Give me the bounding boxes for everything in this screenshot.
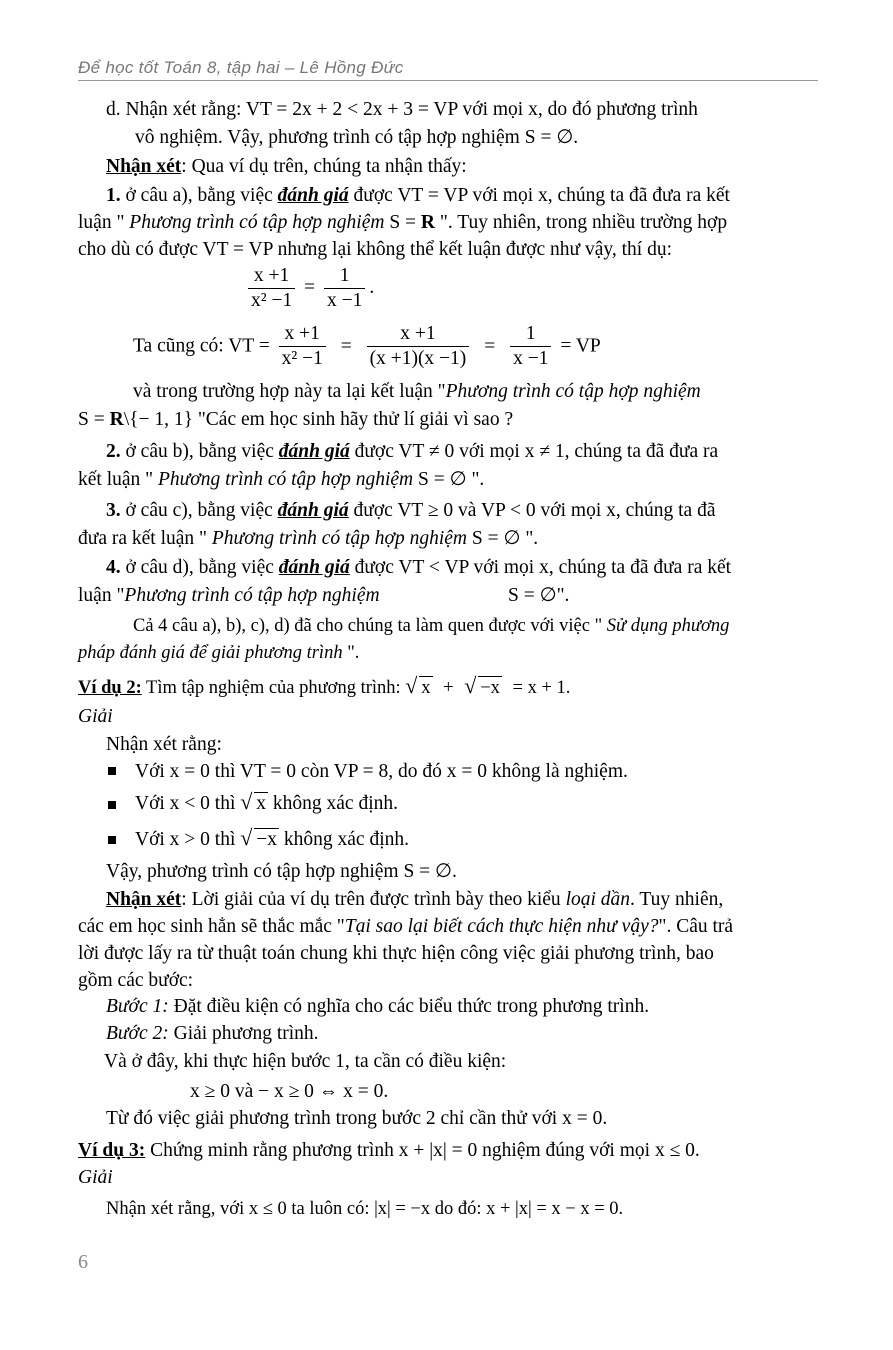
text: và trong trường hợp này ta lại kết luận " [133,381,446,402]
text-line: cho dù có được VT = VP nhưng lại không thể kết luận được như vậy, thí dụ: [78,239,673,260]
equals-sign: = [484,335,496,357]
text: ở câu c), bằng việc [120,500,278,521]
example-label: Ví dụ 3: [78,1140,146,1161]
step-label: Bước 2: [106,1023,169,1044]
text: luận " [78,212,130,233]
step-line [106,1022,319,1046]
text-line: Nhận xét rằng, với x ≤ 0 ta luôn có: |x| = −x do đó: x + |x| = x − x = 0. [106,1199,624,1219]
text-line [78,408,513,432]
point-2-line-2 [78,468,484,492]
text: . Tuy nhiên, [630,889,724,910]
text: S = [78,409,110,430]
text: ". Tuy nhiên, trong nhiều trường hợp [435,212,728,233]
point-2-line [106,440,718,464]
text: ở câu b), bằng việc [120,441,279,462]
text: Cả 4 câu a), b), c), d) đã cho chúng ta làm quen được với việc " [133,616,607,636]
point-1-line-2 [78,211,727,235]
fraction: $\frac{x +1}{\text{x² −1}}$ [248,264,295,313]
bullet-item [135,825,410,852]
text: = VP [560,335,601,357]
remark-label: Nhận xét [106,156,182,177]
point-1-line [106,184,730,208]
equation-2 [133,322,601,371]
text: Giải phương trình. [168,1023,319,1044]
sqrt-expression: √ −x [464,673,500,698]
text-line: Vậy, phương trình có tập hợp nghiệm S = ∅. [106,861,457,882]
italic-text: Tại sao lại biết cách thực hiện như vậy? [344,916,659,937]
text: Đặt điều kiện có nghĩa cho các biểu thức trong phương trình. [168,996,650,1017]
sqrt-expression: √ −x [240,825,278,850]
text: ở câu a), bằng việc [120,185,278,206]
period: . [369,276,375,298]
emphasis-term: đánh giá [277,185,349,206]
text: ở câu d), bằng việc [120,557,279,578]
example-3-line [78,1139,700,1163]
remark-label: Nhận xét [106,889,182,910]
text-line [78,641,359,665]
point-number: 1. [106,185,121,206]
running-header: Để học tốt Toán 8, tập hai – Lê Hồng Đức [78,58,404,77]
text-line [78,915,733,939]
italic-text: Sử dụng phương [606,616,730,636]
fraction: $\frac{1}{x -1}$ [510,322,551,371]
step-line [106,995,649,1019]
italic-text: loại dần [565,889,631,910]
bullet-item: Với x = 0 thì VT = 0 còn VP = 8, do đó x = 0 không là nghiệm. [135,761,628,782]
example-2-line [78,673,571,700]
sqrt-expression: √ x [405,673,431,698]
text: không xác định. [279,829,410,850]
text-line: Nhận xét rằng: [106,734,222,755]
equals-sign: = [340,335,352,357]
point-3-line-2 [78,527,538,551]
text-line [133,614,729,638]
real-set-symbol: R [420,212,435,233]
point-number: 3. [106,500,121,521]
text: Với x < 0 thì [135,793,241,814]
text: ". Câu trả [658,916,734,937]
text: S = ∅ ". [413,469,485,490]
point-4-line-2 [78,584,380,608]
bullet-icon [108,767,116,775]
text: = x + 1. [512,678,571,698]
text: không xác định. [268,793,399,814]
italic-text: Phương trình có tập hợp nghiệm [124,585,380,606]
point-number: 2. [106,441,121,462]
text: S = ∅". [508,585,570,606]
fraction: $\frac{1}{x -1}$ [324,264,365,313]
plus-sign: + [443,678,454,698]
text: luận " [78,585,125,606]
text-line [133,380,701,404]
bullet-item [135,789,399,816]
emphasis-term: đánh giá [277,500,349,521]
fraction: $\frac{x +1}{\text{x² −1}}$ [279,322,326,371]
emphasis-term: đánh giá [278,557,350,578]
point-number: 4. [106,557,121,578]
point-4-line [106,556,731,580]
text-line: vô nghiệm. Vậy, phương trình có tập hợp nghiệm S = ∅. [135,127,579,148]
solution-heading: Giải [78,1167,113,1188]
text-line: Và ở đây, khi thực hiện bước 1, ta cần có điều kiện: [104,1051,507,1072]
text: được VT ≠ 0 với mọi x ≠ 1, chúng ta đã đưa ra [349,441,719,462]
text-line: lời được lấy ra từ thuật toán chung khi thực hiện công việc giải phương trình, bao [78,943,714,964]
remark-line [106,888,723,912]
text: được VT ≥ 0 và VP < 0 với mọi x, chúng ta đã [348,500,716,521]
condition-line: x ≥ 0 và − x ≥ 0 ⇔ x = 0. [190,1081,389,1102]
point-3-line [106,499,716,523]
remark-text: : Qua ví dụ trên, chúng ta nhận thấy: [181,156,467,177]
italic-text: Phương trình có tập hợp nghiệm [157,469,414,490]
text: Với x > 0 thì [135,829,241,850]
text: \{− 1, 1} "Các em học sinh hãy thử lí giải vì sao ? [123,409,514,430]
bullet-icon [108,836,116,844]
emphasis-term: đánh giá [278,441,350,462]
text: Tìm tập nghiệm của phương trình: [141,678,406,698]
text-line: d. Nhận xét rằng: VT = 2x + 2 < 2x + 3 = VP với mọi x, do đó phương trình [106,99,698,120]
solution-heading: Giải [78,706,113,727]
fraction: $\frac{x +1}{(x +1)(x -1)}$ [367,322,470,371]
text: Chứng minh rằng phương trình x + |x| = 0 nghiệm đúng với mọi x ≤ 0. [145,1140,700,1161]
text-line: gồm các bước: [78,970,194,991]
real-set-symbol: R [109,409,124,430]
text: đưa ra kết luận " [78,528,212,549]
text: : Lời giải của ví dụ trên được trình bày theo kiểu [181,889,566,910]
text: được VT = VP với mọi x, chúng ta đã đưa ra kết [348,185,730,206]
remark-line [106,155,467,179]
italic-text: Phương trình có tập hợp nghiệm [129,212,385,233]
text: S = ∅ ". [467,528,539,549]
example-label: Ví dụ 2: [78,678,142,698]
page-number: 6 [78,1251,88,1273]
sqrt-expression: √ x [240,789,267,814]
italic-text: pháp đánh giá để giải phương trình [78,643,343,663]
italic-text: Phương trình có tập hợp nghiệm [445,381,701,402]
text-line: Từ đó việc giải phương trình trong bước 2 chỉ cần thử với x = 0. [106,1108,608,1129]
text: S = [384,212,421,233]
text: Ta cũng có: VT = [133,335,275,357]
text: ". [342,643,360,663]
text: các em học sinh hẳn sẽ thắc mắc " [78,916,345,937]
step-label: Bước 1: [106,996,169,1017]
equals-sign: = [304,276,316,298]
text: được VT < VP với mọi x, chúng ta đã đưa ra kết [349,557,732,578]
bullet-icon [108,801,116,809]
italic-text: Phương trình có tập hợp nghiệm [211,528,467,549]
text: kết luận " [78,469,158,490]
equation-1 [244,264,374,313]
